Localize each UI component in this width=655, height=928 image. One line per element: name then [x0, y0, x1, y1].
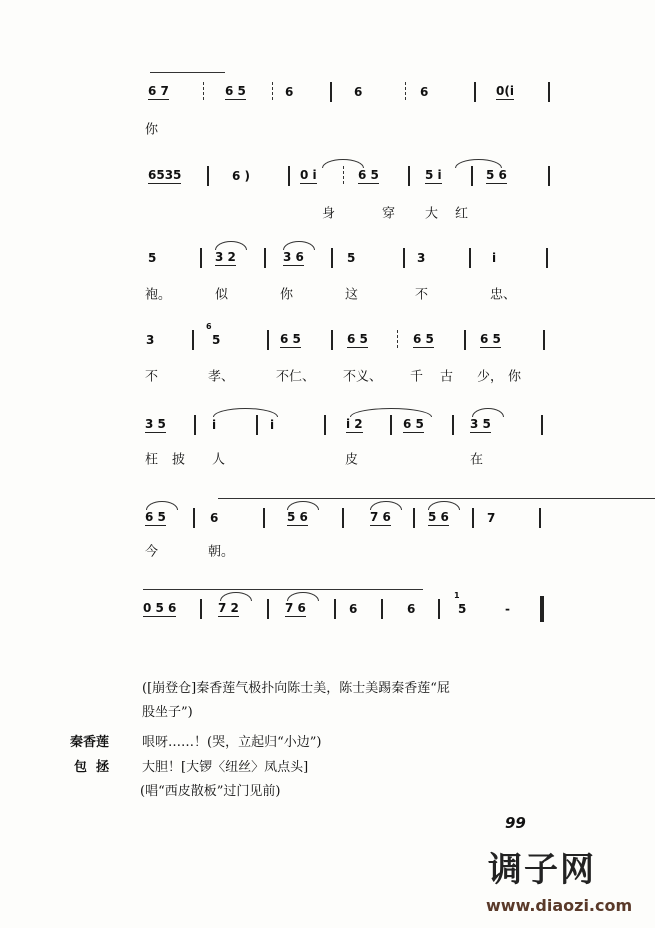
- barline: [331, 330, 333, 350]
- note-group: i: [492, 251, 497, 265]
- lyric-char: 穿: [382, 206, 396, 222]
- lyric-char: 忠、: [490, 287, 517, 303]
- note-group: 5: [347, 251, 356, 265]
- stage-direction: (唱“西皮散板”过门见前): [140, 784, 281, 799]
- lyric-char: 这: [345, 287, 359, 303]
- note-group: 7 6: [370, 510, 391, 524]
- lyric-char: 不仁、: [276, 369, 316, 385]
- note-group: 0 i: [300, 168, 317, 182]
- note-group: -: [505, 602, 510, 616]
- barline: [469, 248, 471, 268]
- lyric-char: 千: [410, 369, 424, 385]
- note-group: 3 5: [145, 417, 166, 431]
- role-name: 包 拯: [74, 760, 110, 775]
- barline: [543, 330, 545, 350]
- lyric-char: 朝。: [208, 544, 235, 560]
- note-group: 5 6: [486, 168, 507, 182]
- barline: [331, 248, 333, 268]
- barline: [541, 415, 543, 435]
- dialogue-line: 哏呀……！(哭，立起归“小边”): [142, 735, 322, 750]
- note-group: 6 5: [225, 84, 246, 98]
- note-group: 5 6: [428, 510, 449, 524]
- tie-slur: [220, 592, 252, 601]
- barline: [452, 415, 454, 435]
- note-group: 6 7: [148, 84, 169, 98]
- lyric-char: 你: [280, 287, 294, 303]
- barline: [548, 166, 550, 186]
- note-group: 5: [458, 602, 467, 616]
- lyric-char: 不义、: [343, 369, 383, 385]
- note-group: 0(i: [496, 84, 514, 98]
- tie-slur: [472, 408, 504, 417]
- note-group: 6 ): [232, 169, 251, 183]
- lyric-char: 披: [172, 452, 186, 468]
- note-group: 6 5: [347, 332, 368, 346]
- note-group: 3: [417, 251, 426, 265]
- barline: [192, 330, 194, 350]
- note-group: 6 5: [280, 332, 301, 346]
- barline: [263, 508, 265, 528]
- barline: [548, 82, 550, 102]
- phrase-slur: [218, 498, 655, 499]
- lyric-char: 今: [145, 544, 159, 560]
- lyric-char: 袍。: [145, 287, 172, 303]
- barline: [207, 166, 209, 186]
- note-group: 5: [148, 251, 157, 265]
- note-group: 6 5: [413, 332, 434, 346]
- lyric-char: 红: [455, 206, 469, 222]
- note-group: 7 2: [218, 601, 239, 615]
- barline: [193, 508, 195, 528]
- barline: [408, 166, 410, 186]
- tie-slur: [428, 501, 460, 510]
- barline: [472, 508, 474, 528]
- phrase-slur: [150, 72, 225, 73]
- note-group: 6535: [148, 168, 182, 182]
- note-group: 6: [349, 602, 358, 616]
- note-group: 6: [210, 511, 219, 525]
- barline: [334, 599, 336, 619]
- barline: [381, 599, 383, 619]
- barline: [413, 508, 415, 528]
- barline: [343, 166, 344, 186]
- barline: [264, 248, 266, 268]
- barline: [267, 330, 269, 350]
- lyric-char: 枉: [145, 452, 159, 468]
- watermark-logo: 调子网: [488, 850, 596, 890]
- barline: [471, 166, 473, 186]
- note-group: 7 6: [285, 601, 306, 615]
- tie-slur: [287, 501, 319, 510]
- note-group: 6: [354, 85, 363, 99]
- tie-slur: [146, 501, 178, 510]
- role-name: 秦香莲: [70, 735, 110, 750]
- note-group: 3 5: [470, 417, 491, 431]
- barline: [272, 82, 273, 102]
- tie-slur: [283, 241, 315, 250]
- barline: [288, 166, 290, 186]
- note-group: 6 5: [145, 510, 166, 524]
- barline: [403, 248, 405, 268]
- lyric-char: 人: [212, 452, 226, 468]
- barline: [539, 508, 541, 528]
- lyric-char: 皮: [345, 452, 359, 468]
- note-group: 6 5: [358, 168, 379, 182]
- grace-note: 1: [454, 591, 460, 600]
- stage-direction-cont: 股坐子”): [142, 705, 193, 720]
- note-group: 5 i: [425, 168, 442, 182]
- barline: [330, 82, 332, 102]
- tie-slur: [213, 408, 278, 417]
- barline: [256, 415, 258, 435]
- lyric-char: 古: [440, 369, 454, 385]
- lyric-char: 身: [322, 206, 336, 222]
- dialogue-line: 大胆！[大锣〈纽丝〉凤点头]: [142, 760, 309, 775]
- tie-slur: [287, 592, 319, 601]
- note-group: i: [212, 418, 217, 432]
- note-group: i: [270, 418, 275, 432]
- barline: [464, 330, 466, 350]
- tie-slur: [370, 501, 402, 510]
- barline: [203, 82, 204, 102]
- barline: [397, 330, 398, 350]
- barline: [267, 599, 269, 619]
- barline: [438, 599, 440, 619]
- note-group: 7: [487, 511, 496, 525]
- note-group: 6: [420, 85, 429, 99]
- barline: [342, 508, 344, 528]
- note-group: 0 5 6: [143, 601, 177, 615]
- lyric-char: 你: [145, 122, 159, 138]
- lyric-char: 在: [470, 452, 484, 468]
- note-group: i 2: [346, 417, 363, 431]
- grace-note: 6: [206, 322, 212, 331]
- lyric-char: 大: [425, 206, 439, 222]
- barline: [474, 82, 476, 102]
- note-group: 6: [285, 85, 294, 99]
- lyric-char: 你: [508, 369, 522, 385]
- tie-slur: [215, 241, 247, 250]
- lyric-char: 不: [415, 287, 429, 303]
- barline: [405, 82, 406, 102]
- note-group: 6 5: [480, 332, 501, 346]
- note-group: 5 6: [287, 510, 308, 524]
- barline: [324, 415, 326, 435]
- note-group: 6: [407, 602, 416, 616]
- lyric-char: 孝、: [208, 369, 235, 385]
- lyric-char: 少，: [477, 369, 504, 385]
- note-group: 3 2: [215, 250, 236, 264]
- barline: [200, 599, 202, 619]
- note-group: 6 5: [403, 417, 424, 431]
- lyric-char: 不: [145, 369, 159, 385]
- final-barline: [540, 596, 544, 622]
- note-group: 3: [146, 333, 155, 347]
- phrase-slur: [143, 589, 423, 590]
- note-group: 5: [212, 333, 221, 347]
- note-group: 3 6: [283, 250, 304, 264]
- lyric-char: 似: [215, 287, 229, 303]
- barline: [390, 415, 392, 435]
- watermark-url: www.diaozi.com: [486, 896, 633, 915]
- tie-slur: [322, 159, 364, 168]
- tie-slur: [350, 408, 432, 417]
- barline: [200, 248, 202, 268]
- barline: [194, 415, 196, 435]
- page-number: 99: [505, 814, 526, 832]
- tie-slur: [455, 159, 502, 168]
- barline: [546, 248, 548, 268]
- stage-direction: ([崩登仓]秦香莲气极扑向陈士美，陈士美踢秦香莲“屁: [142, 681, 450, 696]
